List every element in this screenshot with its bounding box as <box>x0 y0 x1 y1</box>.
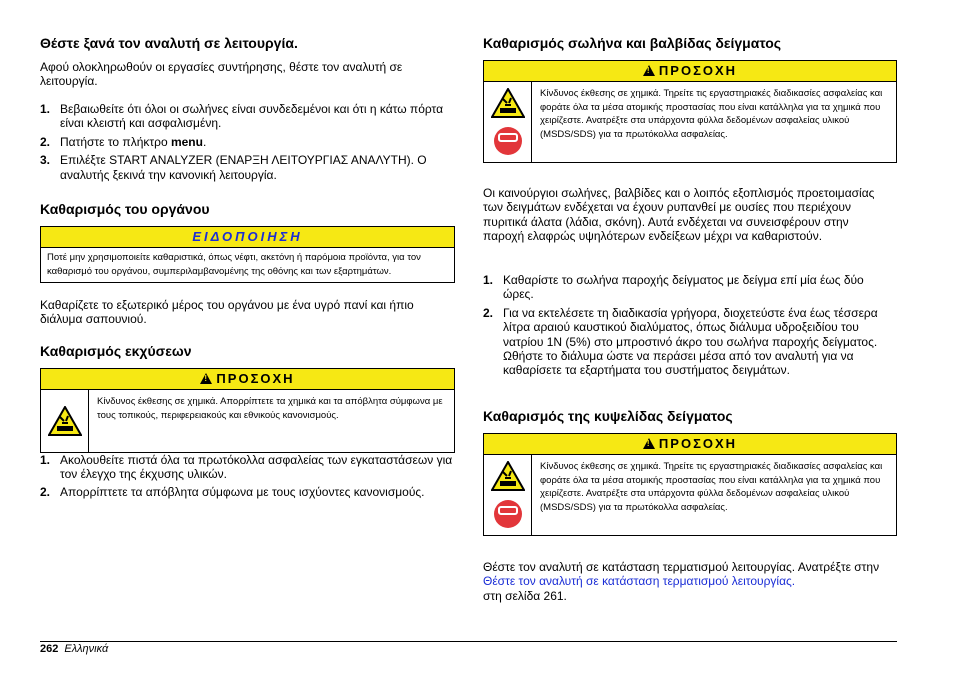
caution-text: Κίνδυνος έκθεσης σε χημικά. Τηρείτε τις εργαστηριακές διαδικασίες ασφαλείας και φοράτε όλα τα μέσα ατομικής προστασίας που είναι κατάλληλα για τα χημικά που χειρίζεστε. Ανατρέξτε στα υπάρχοντα φύλλα δεδομένων ασφαλείας υλικού (MSDS/SDS) για τα πρωτόκολλα ασφαλείας. <box>540 461 883 514</box>
language-label: Ελληνικά <box>64 643 109 655</box>
spills-heading: Καθαρισμός εκχύσεων <box>40 343 192 359</box>
caution-header: !ΠΡΟΣΟΧΗ <box>484 61 896 82</box>
list-item: 1. Βεβαιωθείτε ότι όλοι οι σωλήνες είναι συνδεδεμένοι και ότι η κάτω πόρτα είναι κλειστή και ασφαλισμένη. <box>40 102 444 131</box>
caution-header: !ΠΡΟΣΟΧΗ <box>484 434 896 455</box>
menu-key-label: menu <box>170 134 203 149</box>
shutdown-reference-link[interactable]: Θέστε τον αναλυτή σε κατάσταση τερματισμού λειτουργίας. <box>483 574 796 589</box>
chemical-hazard-icon <box>491 461 525 491</box>
chemical-hazard-icon <box>48 406 82 436</box>
chemical-hazard-icon <box>491 88 525 118</box>
warning-triangle-icon <box>643 65 655 76</box>
sample-cell-heading: Καθαρισμός της κυψελίδας δείγματος <box>483 408 733 424</box>
clean-instrument-body: Καθαρίζετε το εξωτερικό μέρος του οργάνου με ένα υγρό πανί και ήπιο διάλυμα σαπουνιού. <box>40 298 414 327</box>
warning-triangle-icon <box>200 373 212 384</box>
protective-equipment-icon <box>493 499 523 529</box>
warning-triangle-icon <box>643 438 655 449</box>
tube-valve-heading: Καθαρισμός σωλήνα και βαλβίδας δείγματος <box>483 35 782 51</box>
list-item: 1. Ακολουθείτε πιστά όλα τα πρωτόκολλα ασφαλείας των εγκαταστάσεων για τον έλεγχο της έκχυσης υλικών. <box>40 453 453 482</box>
list-item: 1. Καθαρίστε το σωλήνα παροχής δείγματος με δείγμα επί μία έως δύο ώρες. <box>483 273 864 302</box>
footer <box>40 643 108 655</box>
caution-header: !ΠΡΟΣΟΧΗ <box>41 369 454 390</box>
list-item: 2. Πατήστε το πλήκτρο menu. <box>40 134 207 149</box>
list-item: 2. Για να εκτελέσετε τη διαδικασία γρήγορα, διοχετεύστε ένα έως τέσσερα λίτρα αραιού καυστικού διαλύματος, όπως διάλυμα υδροξειδίου του νατρίου 1N (5%) στο μπροστινό άκρο του σωλήνα παροχής δείγματος. Ωθήστε το διάλυμα ώστε να περάσει μέσα από τον αναλυτή για να καθαρίσετε τα εξαρτήματα του συστήματος δειγμάτων. <box>483 305 878 378</box>
notice-text: Ποτέ μην χρησιμοποιείτε καθαριστικά, όπως νέφτι, ακετόνη ή παρόμοια προϊόντα, για τον καθαρισμό του οργάνου, συμπεριλαμβανομένης της οθόνης και των εξαρτημάτων. <box>47 252 421 277</box>
clean-instrument-heading: Καθαρισμός του οργάνου <box>40 201 210 217</box>
restart-steps <box>40 102 450 182</box>
protective-equipment-icon <box>493 126 523 156</box>
list-item: 3. Επιλέξτε START ANALYZER (ΕΝΑΡΞΗ ΛΕΙΤΟΥΡΓΙΑΣ ΑΝΑΛΥΤΗ). Ο αναλυτής ξεκινά την κανονική λειτουργία. <box>40 153 427 182</box>
caution-box <box>483 433 897 536</box>
caution-text: Κίνδυνος έκθεσης σε χημικά. Απορρίπτετε τα χημικά και τα απόβλητα σύμφωνα με τους τοπικούς, περιφερειακούς και εθνικούς κανονισμούς. <box>97 396 443 421</box>
restart-intro: Αφού ολοκληρωθούν οι εργασίες συντήρησης, θέστε τον αναλυτή σε λειτουργία. <box>40 60 403 89</box>
caution-box <box>40 368 455 453</box>
sample-cell-body: Θέστε τον αναλυτή σε κατάσταση τερματισμού λειτουργίας. Ανατρέξτε στην Θέστε τον αναλυτή σε κατάσταση τερματισμού λειτουργίας. στη σελίδα 261. <box>483 560 880 603</box>
tube-valve-body: Οι καινούργιοι σωλήνες, βαλβίδες και ο λοιπός εξοπλισμός προετοιμασίας των δειγμάτων ενδέχεται να έχουν ρυπανθεί με ουσίες που περιέχουν πυριτικά άλατα (λάδια, σκόνη). Αυτά ενδέχεται να συνεισφέρουν στην παροχή ελαφρώς υψηλότερων ενδείξεων μέχρι να καθαριστούν. <box>483 186 875 244</box>
caution-box <box>483 60 897 163</box>
page-number: 262 <box>40 643 59 655</box>
restart-analyzer-heading: Θέστε ξανά τον αναλυτή σε λειτουργία. <box>40 35 298 51</box>
tube-valve-steps <box>483 273 893 378</box>
notice-header: ΕΙΔΟΠΟΙΗΣΗ <box>41 227 454 248</box>
footer-divider <box>40 641 897 642</box>
notice-box <box>40 226 455 283</box>
list-item: 2. Απορρίπτετε τα απόβλητα σύμφωνα με τους ισχύοντες κανονισμούς. <box>40 484 425 499</box>
spills-steps <box>40 453 455 499</box>
caution-text: Κίνδυνος έκθεσης σε χημικά. Τηρείτε τις εργαστηριακές διαδικασίες ασφαλείας και φοράτε όλα τα μέσα ατομικής προστασίας που είναι κατάλληλα για τα χημικά που χειρίζεστε. Ανατρέξτε στα υπάρχοντα φύλλα δεδομένων ασφαλείας υλικού (MSDS/SDS) για τα πρωτόκολλα ασφαλείας. <box>540 88 883 141</box>
